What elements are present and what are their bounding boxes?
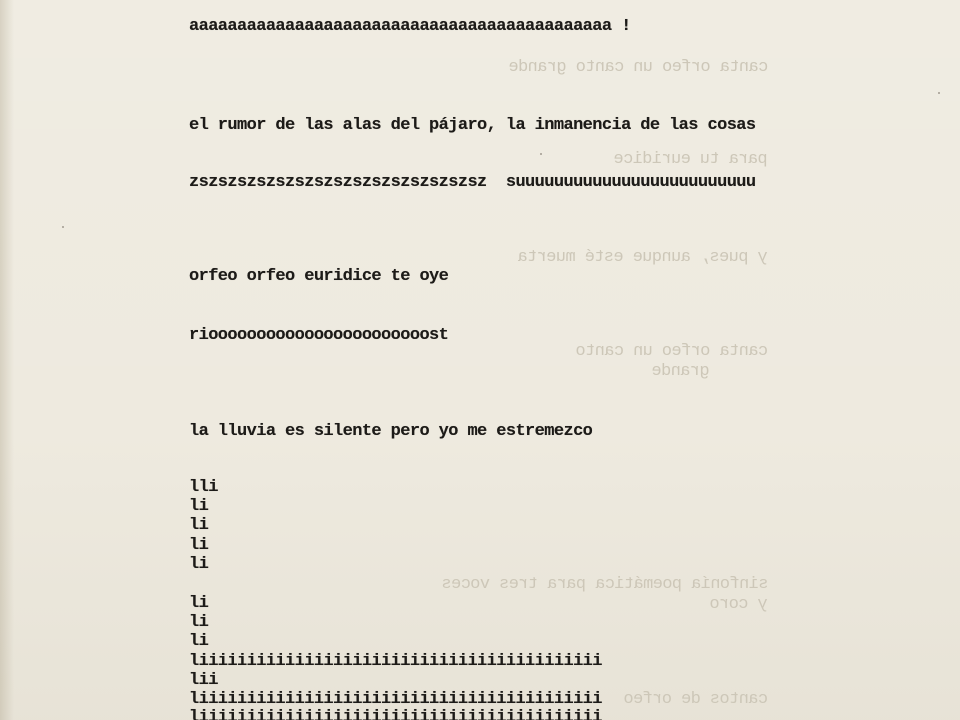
show-through-line: para tu euridice xyxy=(614,150,768,169)
typed-line: li xyxy=(189,613,209,632)
typed-line: riooooooooooooooooooooooost xyxy=(189,326,449,345)
typed-line: li xyxy=(189,555,209,574)
typed-line: liiiiiiiiiiiiiiiiiiiiiiiiiiiiiiiiiiiiiiiiii xyxy=(189,690,602,709)
typed-line: zszszszszszszszszszszszszszszsz suuuuuuuuuuuuuuuuuuuuuuuuu xyxy=(189,173,756,192)
show-through-line: grande xyxy=(652,362,710,381)
paper-speck xyxy=(62,226,64,228)
show-through-line: cantos de orfeo xyxy=(623,690,768,709)
typed-line: li xyxy=(189,632,209,651)
typed-line: liiiiiiiiiiiiiiiiiiiiiiiiiiiiiiiiiiiiiiiiii xyxy=(189,708,602,720)
paper-speck xyxy=(540,153,542,155)
show-through-line: sinfonía poemática para tres voces xyxy=(441,575,768,594)
paper-speck xyxy=(938,92,940,94)
typed-line: la lluvia es silente pero yo me estremezco xyxy=(189,422,593,441)
typed-line: liiiiiiiiiiiiiiiiiiiiiiiiiiiiiiiiiiiiiiiiii xyxy=(189,652,602,671)
typed-line: li xyxy=(189,536,209,555)
typed-line: li xyxy=(189,516,209,535)
typed-line: lli xyxy=(189,478,218,497)
show-through-line: y coro xyxy=(710,595,768,614)
typed-line: aaaaaaaaaaaaaaaaaaaaaaaaaaaaaaaaaaaaaaaaaaaa ! xyxy=(189,17,631,36)
typed-line: orfeo orfeo euridice te oye xyxy=(189,267,449,286)
typed-line: li xyxy=(189,594,209,613)
typed-line: el rumor de las alas del pájaro, la inmanencia de las cosas xyxy=(189,116,756,135)
show-through-line: canta orfeo un canto xyxy=(575,342,768,361)
typed-line: lii xyxy=(189,671,218,690)
show-through-line: y pues, aunque esté muerta xyxy=(518,248,768,267)
show-through-line: canta orfeo un canto grande xyxy=(508,58,768,77)
typed-line: li xyxy=(189,497,209,516)
